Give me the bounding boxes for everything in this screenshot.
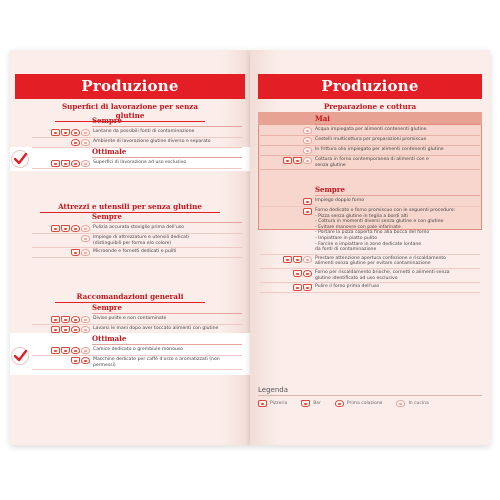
pizzeria-icon <box>51 326 60 333</box>
item-text: Prestare attenzione apertura confezione e riscaldamento alimenti senza glutine per evitare contaminazione <box>315 255 446 267</box>
pizzeria-icon <box>283 157 292 164</box>
item-text: Forno dedicato o forno promiscuo con le seguenti procedure: - Pizza senza glutine in teglia a bordi alti - Cottura in momenti diversi senza glutine e con glutine - Evitare manovre con pale infarinate - Portare la pizza coperta fino alla bocca del forno - Impiattare in piatto pulito - Farcire e impiattare in zone dedicate lontane da fonti di contaminazione <box>315 208 456 253</box>
pizzeria-icon <box>51 225 60 232</box>
group-never <box>260 114 480 170</box>
group-label: Sempre <box>315 185 480 196</box>
item-text: Divise pulite e non contaminate <box>93 316 167 321</box>
bar-icon <box>293 270 302 277</box>
check-icon <box>11 347 29 365</box>
breakfast-icon <box>71 129 80 136</box>
group-label: Mai <box>315 114 480 125</box>
kitchen-icon <box>81 316 90 323</box>
item-text: Ambiente di lavorazione glutine diverso e separato <box>93 139 211 144</box>
right-page-title: Produzione <box>258 74 482 99</box>
item-text: In frittura olio impiegato per alimenti contenenti glutine <box>315 147 444 152</box>
bar-icon <box>61 347 70 354</box>
list-item <box>260 136 480 146</box>
bar-icon <box>61 225 70 232</box>
section-heading-preparation: Preparazione e cottura <box>295 102 445 113</box>
list-item <box>260 207 480 255</box>
breakfast-icon <box>81 357 90 364</box>
list-item <box>32 234 242 248</box>
legend-label: Pizzeria <box>270 401 288 406</box>
booklet-spread <box>10 50 490 445</box>
breakfast-icon <box>71 316 80 323</box>
bar-icon <box>71 357 80 364</box>
item-text: Pulire il forno prima dell'uso <box>315 284 380 290</box>
group-label: Ottimale <box>92 147 242 158</box>
group-label: Sempre <box>92 212 242 223</box>
item-text: Macchine dedicate per caffè d'orzo e aromatizzati (non permessi) <box>93 357 220 368</box>
item-text: Lontane da possibili fonti di contaminazione <box>93 129 195 134</box>
group-label: Ottimale <box>92 334 242 345</box>
legend-label: Prima colazione <box>346 401 383 406</box>
breakfast-icon <box>303 270 312 277</box>
pizzeria-icon <box>51 316 60 323</box>
left-page-title: Produzione <box>15 74 245 99</box>
kitchen-icon <box>81 326 90 333</box>
bar-icon <box>303 284 312 291</box>
kitchen-icon <box>303 157 312 164</box>
kitchen-icon <box>81 235 90 242</box>
item-text: Forno per riscaldamento brioche, cornetti o alimenti senza glutine identificato ad uso esclusivo <box>315 269 450 281</box>
group-always <box>32 303 242 335</box>
kitchen-icon <box>81 129 90 136</box>
list-item <box>32 248 242 258</box>
bar-icon <box>61 326 70 333</box>
pizzeria-icon <box>283 256 292 263</box>
check-icon <box>11 150 29 168</box>
list-item <box>32 128 242 138</box>
list-item <box>32 224 242 234</box>
kitchen-icon <box>81 225 90 232</box>
pizzeria-icon <box>303 208 312 215</box>
item-text: Camice dedicato o grembiule monouso <box>93 347 183 352</box>
kitchen-icon <box>303 256 312 263</box>
item-text: Cottura in forno contemporanea di alimenti con e senza glutine <box>315 157 429 168</box>
item-text: Pulizia accurata stoviglie prima dell'uso <box>93 225 184 230</box>
list-item <box>260 146 480 156</box>
pizzeria-icon <box>51 160 60 167</box>
list-item <box>260 126 480 136</box>
group-always <box>32 212 242 258</box>
list-item <box>32 315 242 325</box>
breakfast-icon <box>71 347 80 354</box>
kitchen-icon <box>81 249 90 256</box>
breakfast-icon <box>71 160 80 167</box>
item-text: Microonde e fornetti dedicati e puliti <box>93 249 177 255</box>
kitchen-icon <box>303 127 312 134</box>
legend-item-pizzeria <box>258 400 287 407</box>
section-heading-surfaces: Superfici di lavorazione per senza glutine <box>55 102 205 122</box>
pizzeria-icon <box>51 347 60 354</box>
group-label: Sempre <box>92 303 242 314</box>
left-page <box>10 50 250 445</box>
group-label: Sempre <box>92 116 242 127</box>
list-item <box>32 159 242 169</box>
bar-icon <box>71 249 80 256</box>
kitchen-icon <box>303 137 312 144</box>
legend-label: In cucina <box>408 401 429 406</box>
legend-title: Legenda <box>258 386 482 396</box>
list-item <box>260 197 480 207</box>
bar-icon <box>293 256 302 263</box>
pizzeria-icon <box>51 129 60 136</box>
item-text: Lavarsi le mani dopo aver toccato alimenti con glutine <box>93 326 219 331</box>
list-item <box>260 269 480 283</box>
legend-item-breakfast <box>335 400 383 407</box>
bar-icon <box>61 129 70 136</box>
breakfast-icon <box>71 326 80 333</box>
bar-icon <box>61 160 70 167</box>
item-text: Superfici di lavorazione ad uso esclusivo <box>93 160 187 165</box>
group-always <box>32 116 242 148</box>
breakfast-icon <box>335 400 344 407</box>
item-text: Impiego di attrezzature e utensili dedicati (distinguibili per forma e/o colore) <box>93 235 189 246</box>
legend-item-bar <box>301 400 321 407</box>
group-optimal <box>32 334 242 370</box>
list-item <box>32 346 242 356</box>
right-page <box>250 50 490 445</box>
item-text: Impiego doppio forno <box>315 198 365 203</box>
pizzeria-icon <box>293 284 302 291</box>
group-optimal <box>32 147 242 169</box>
kitchen-icon <box>81 347 90 354</box>
legend <box>258 386 482 407</box>
section-heading-tools: Attrezzi e utensili per senza glutine <box>40 202 220 213</box>
list-item <box>260 255 480 269</box>
bar-icon <box>293 157 302 164</box>
list-item <box>260 156 480 170</box>
kitchen-icon <box>396 400 405 407</box>
breakfast-icon <box>71 225 80 232</box>
list-item <box>32 356 242 370</box>
bar-icon <box>301 400 310 407</box>
legend-label: Bar <box>313 401 321 406</box>
section-heading-general: Raccomandazioni generali <box>55 292 205 303</box>
list-item <box>260 283 480 293</box>
bar-icon <box>61 316 70 323</box>
item-text: Cestelli multicottura per preparazioni promiscue <box>315 137 427 142</box>
pizzeria-icon <box>258 400 267 407</box>
pizzeria-icon <box>303 198 312 205</box>
group-always <box>260 185 480 293</box>
kitchen-icon <box>81 160 90 167</box>
kitchen-icon <box>303 147 312 154</box>
kitchen-icon <box>81 139 90 146</box>
item-text: Acqua impiegata per alimenti contenenti glutine <box>315 127 427 132</box>
legend-item-kitchen <box>396 400 428 407</box>
breakfast-icon <box>71 139 80 146</box>
